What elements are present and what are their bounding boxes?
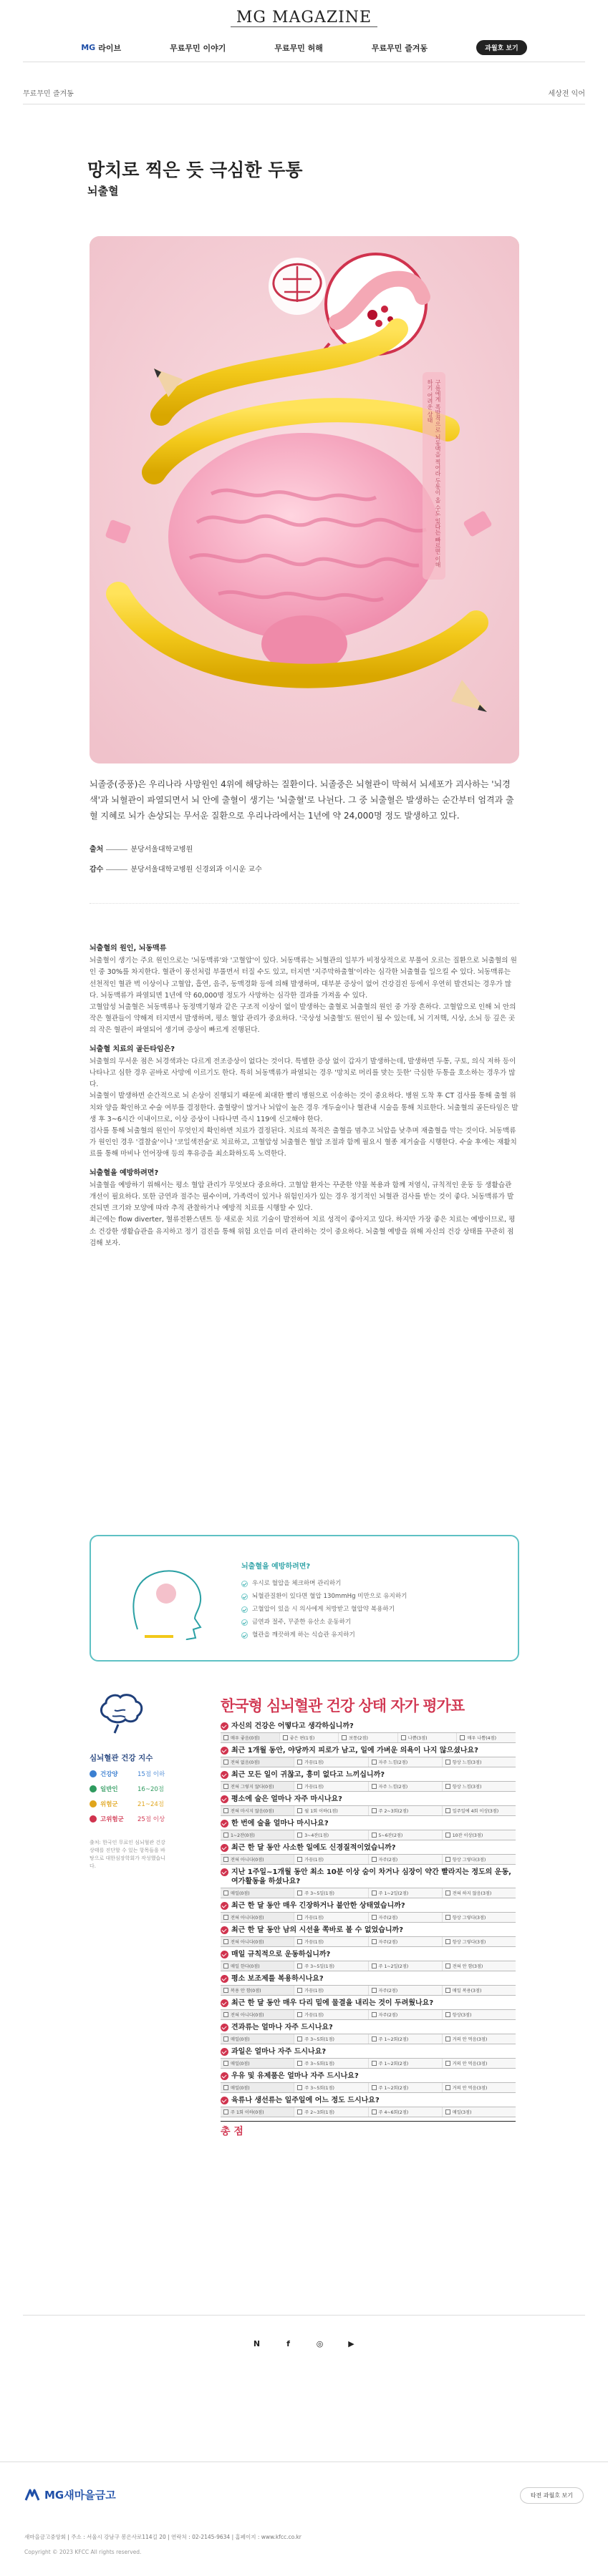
check-icon [241,1632,248,1639]
survey-question [221,2072,516,2093]
prevention-box [90,1535,519,1662]
answer-checkbox[interactable]: 가끔(1점) [294,1937,367,1946]
answer-checkbox[interactable]: 항상 그렇다(3점) [442,1913,516,1922]
prevention-title: 뇌출혈을 예방하려면? [241,1563,311,1571]
answer-options [221,2009,516,2020]
answer-options [221,1830,516,1840]
question-text-row [221,1974,516,1984]
question-text: 최근 한 달 동안 사소한 일에도 신경질적이었습니까? [231,1844,396,1852]
survey-question [221,1819,516,1840]
credit-role: 출처 [90,846,104,854]
answer-checkbox[interactable]: 매일(0점) [221,1888,294,1898]
answer-checkbox[interactable]: 자주(2점) [368,2010,442,2019]
question-text: 최근 한 달 동안 매우 다리 밑에 물결을 내리는 것이 두려웠나요? [231,1999,434,2007]
question-text: 우유 및 유제품은 얼마나 자주 드시나요? [231,2072,359,2080]
family-site-button[interactable]: 타전 과월호 보기 [520,2487,584,2504]
check-badge-icon [221,1951,228,1958]
level-dot [90,1785,97,1792]
level-dot [90,1815,97,1823]
answer-checkbox[interactable]: 가끔(1점) [294,2010,367,2019]
breadcrumb-right[interactable]: 세상전 익어 [548,90,585,98]
survey-question [221,2047,516,2069]
question-text-row [221,1868,516,1886]
question-text: 최근 모든 일이 귀찮고, 흥미 없다고 느끼십니까? [231,1771,385,1779]
level-range: 21~24점 [137,1801,164,1808]
check-badge-icon [221,1868,228,1876]
question-text-row [221,1795,516,1804]
health-index-title: 심뇌혈관 건강 지수 [90,1754,153,1762]
prevention-item-text: 우시로 혈압을 체크하며 관리하기 [252,1580,342,1587]
question-text: 평소 보조제를 복용하시나요? [231,1975,324,1983]
question-text-row [221,1746,516,1755]
check-badge-icon [221,1771,228,1779]
check-badge-icon [221,1975,228,1983]
section-paragraph: 뇌출혈의 무서운 점은 뇌경색과는 다르게 전조증상이 없다는 것이다. 특별한 증상 없이 갑자기 발생하는데, 발생하면 두통, 구토, 의식 저하 등이 나타나고 심한 경우 곧바로 사망에 이르기도 한다. 특히 뇌동맥류가 파열되는 경우 '망치로 머리를 맞는 듯한' 극심한 두통을 호소하는 경우가 많다. [90,1057,516,1089]
survey-question [221,1868,516,1898]
prevention-item-text: 금연과 절주, 꾸준한 유산소 운동하기 [252,1619,352,1626]
question-text-row [221,2072,516,2081]
answer-checkbox[interactable]: 가끔(1점) [294,1913,367,1922]
article-subtitle: 뇌출혈 [87,185,119,197]
answer-checkbox[interactable]: 주 1~2회(2점) [368,2034,442,2044]
nav-item-1[interactable]: 무료무민 이야기 [170,43,226,53]
section-paragraph: 뇌출혈이 발생하면 순간적으로 뇌 손상이 진행되기 때문에 최대한 빨리 병원으로 이송하는 것이 중요하다. 병원 도착 후 CT 검사를 통해 출혈 위치와 양을 확인하고 수술 여부를 결정한다. 출혈량이 많거나 뇌압이 높은 경우 개두술이나 혈관내 시술을 통해 치료한다. 뇌출혈의 골든타임은 발생 후 3~6시간 이내이므로, 이상 증상이 나타나면 즉시 119에 신고해야 한다. [90,1092,518,1123]
question-text-row [221,2047,516,2057]
brain-pencil-illustration [90,236,519,763]
level-range: 15점 이하 [137,1771,165,1778]
answer-checkbox[interactable]: 보통(2점) [338,1733,397,1742]
footer-brand: MG새마을금고 [44,2489,116,2502]
check-badge-icon [221,1844,228,1852]
survey-question-list [221,1722,516,2117]
answer-checkbox[interactable]: 항상 느낌(3점) [442,1782,516,1791]
credit-source [90,843,193,854]
question-text: 자신의 건강은 어떻다고 생각하십니까? [231,1722,354,1730]
answer-checkbox[interactable]: 주 3~5일(1점) [294,1961,367,1971]
answer-checkbox[interactable]: 10잔 이상(3점) [442,1830,516,1840]
section-heading: 뇌출혈을 예방하려면? [90,1169,159,1177]
health-index-note: 출처: 한국인 무료인 심뇌혈관 건강상태를 진단할 수 있는 항목들을 바탕으로 대한심장학회가 작성했습니다. [90,1840,165,1869]
head-illustration [116,1561,216,1640]
check-badge-icon [221,1747,228,1755]
social-links [0,2338,608,2349]
answer-checkbox[interactable]: 주 3~5회(1점) [294,2059,367,2068]
answer-checkbox[interactable]: 자주(2점) [368,1986,442,1995]
survey-question [221,2023,516,2044]
answer-options [221,1854,516,1865]
answer-checkbox[interactable]: 자주(2점) [368,1937,442,1946]
survey-question [221,1843,516,1865]
question-text: 지난 1주일~1개월 동안 최소 10분 이상 숨이 차거나 심장이 약간 빨라지는 정도의 운동, 여가활동을 하셨나요? [231,1868,511,1885]
self-assessment-table [221,1694,516,2138]
level-dot [90,1800,97,1807]
answer-options [221,1985,516,1996]
answer-checkbox[interactable]: 자주(2점) [368,1913,442,1922]
credit-name: 분당서울대학교병원 [130,846,193,854]
credit-reviewer [90,863,262,874]
answer-options [221,1888,516,1898]
nav-brand-label: 라이브 [98,43,122,53]
question-text-row [221,2096,516,2105]
answer-options [221,1936,516,1947]
answer-checkbox[interactable]: 거의 안 먹음(3점) [442,2083,516,2092]
hero-vertical-caption: 구름에게 폭발적으로 뇌동맥을 찍어라 두통이 올 수도 있다는 빠르면 이해하기 어려운 상태 [427,379,441,567]
section-paragraph: 검사를 통해 뇌출혈의 원인이 무엇인지 확인하면 치료가 결정된다. 치료의 목적은 출혈을 멈추고 뇌압을 낮추며 재출혈을 막는 것이다. 뇌동맥류가 원인인 경우 '결찰술'이나 '코일색전술'로 치료하고, 고혈압성 뇌출혈은 혈압 조절과 함께 필요시 혈종 제거술을 시행한다. 수술 후에는 재활치료를 통해 마비나 언어장애 등의 후유증을 최소화하도록 노력한다. [90,1127,517,1158]
site-logo[interactable]: MG MAGAZINE [231,9,377,27]
question-text: 과일은 얼마나 자주 드시나요? [231,2048,327,2056]
answer-checkbox[interactable]: 전혀 그렇지 않다(0점) [221,1782,294,1791]
answer-checkbox[interactable]: 매우 좋음(0점) [221,1733,279,1742]
answer-checkbox[interactable]: 복용 안 함(0점) [221,1986,294,1995]
answer-checkbox[interactable]: 항상 느낌(3점) [442,1757,516,1767]
prevention-item [241,1629,407,1641]
answer-options [221,1912,516,1923]
credit-role: 감수 [90,866,104,874]
health-level-row [90,1815,197,1823]
answer-checkbox[interactable]: 가끔(1점) [294,1986,367,1995]
answer-checkbox[interactable]: 자주 느낌(2점) [368,1782,442,1791]
question-text-row [221,1819,516,1828]
level-range: 16~20점 [137,1786,164,1793]
question-text-row [221,1901,516,1911]
check-icon [241,1606,248,1613]
nav-item-3[interactable]: 무료무민 즐겨동 [371,43,428,53]
answer-checkbox[interactable]: 주 3~5일(1점) [294,1888,367,1898]
prevention-item [241,1577,407,1590]
mg-logo-icon [24,2489,40,2502]
check-icon [241,1594,248,1600]
level-range: 25점 이상 [137,1816,165,1823]
answer-checkbox[interactable]: 주 3~5회(1점) [294,2083,367,2092]
answer-checkbox[interactable]: 5~6잔(2점) [368,1830,442,1840]
nav-brand-prefix: MG [81,43,96,52]
health-level-row [90,1770,197,1778]
prevention-item-text: 혈관을 깨끗하게 하는 식습관 유지하기 [252,1631,355,1639]
question-text-row [221,1843,516,1853]
check-badge-icon [221,1795,228,1803]
answer-checkbox[interactable]: 매일(3점) [442,2107,516,2117]
survey-question [221,1795,516,1816]
prevention-item-text: 뇌혈관질환이 있다면 혈압 130mmHg 미만으로 유지하기 [252,1593,407,1600]
answer-checkbox[interactable]: 매일(0점) [221,2059,294,2068]
check-badge-icon [221,2024,228,2031]
credit-name: 분당서울대학교병원 신경외과 이시운 교수 [130,866,262,874]
question-text-row [221,1926,516,1935]
answer-checkbox[interactable]: 전혀 없음(0점) [221,1757,294,1767]
survey-question [221,1926,516,1947]
check-badge-icon [221,2097,228,2104]
answer-checkbox[interactable]: 전혀 아니다(0점) [221,1913,294,1922]
answer-options [221,1757,516,1767]
check-icon [241,1581,248,1587]
question-text-row [221,1999,516,2008]
answer-checkbox[interactable]: 전혀 하지 않음(3점) [442,1888,516,1898]
answer-checkbox[interactable]: 1~2잔(0점) [221,1830,294,1840]
check-badge-icon [221,2072,228,2080]
answer-checkbox[interactable]: 매일 복용(3점) [442,1986,516,1995]
footer-address: 새마을금고중앙회 | 주소 : 서울시 강남구 봉은사로114길 20 | 연락처 : 02-2145-9634 | 홈페이지 : www.kfcc.co.kr [24,2534,301,2540]
survey-question [221,1722,516,1743]
prevention-item-text: 고혈압이 있을 시 의사에게 처방받고 혈압약 복용하기 [252,1606,395,1613]
article-body [90,943,519,1249]
credit-line [106,849,127,850]
nav-item-2[interactable]: 무료무민 허해 [274,43,323,53]
section-paragraph: 뇌출혈을 예방하기 위해서는 평소 혈압 관리가 무엇보다 중요하다. 고혈압 환자는 꾸준한 약물 복용과 함께 저염식, 규칙적인 운동 등 생활습관 개선이 필요하다. 또한 금연과 절주는 필수이며, 가족력이 있거나 위험인자가 있는 경우 정기적인 뇌혈관 검사를 받는 것이 좋다. 뇌동맥류가 발견되면 크기와 모양에 따라 추적 관찰하거나 예방적 치료를 시행할 수 있다. [90,1181,514,1213]
answer-options [221,1732,516,1743]
main-nav [0,40,608,55]
answer-options [221,2107,516,2117]
answer-checkbox[interactable]: 전혀 아니다(0점) [221,1937,294,1946]
answer-checkbox[interactable]: 자주 느낌(2점) [368,1757,442,1767]
naver-blog-icon[interactable]: N [253,2338,261,2348]
instagram-icon[interactable]: ◎ [316,2338,324,2348]
credit-line [106,869,127,870]
nav-item-mg-live[interactable] [81,42,121,54]
answer-options [221,2082,516,2093]
check-badge-icon [221,1820,228,1828]
back-issues-button[interactable]: 과월호 보기 [476,40,527,55]
survey-question [221,1950,516,1971]
answer-checkbox[interactable]: 전혀 아니다(0점) [221,2010,294,2019]
masthead [0,7,608,29]
check-badge-icon [221,1722,228,1730]
article-intro: 뇌졸중(중풍)은 우리나라 사망원인 4위에 해당하는 질환이다. 뇌졸중은 뇌혈관이 막혀서 뇌세포가 괴사하는 '뇌경색'과 뇌혈관이 파열되면서 뇌 안에 출혈이 생기는 '뇌출혈'로 나뉜다. 그 중 뇌출혈은 발생하는 순간부터 엄격과 출혈 지혜로 뇌가 손상되는 무서운 질환으로 우리나라에서는 1년에 약 24,000명 정도 발생하고 있다. [90,779,514,821]
answer-checkbox[interactable]: 주 1~2일(2점) [368,1888,442,1898]
survey-question [221,1974,516,1996]
answer-checkbox[interactable]: 주 3~5회(1점) [294,2034,367,2044]
prevention-item [241,1616,407,1629]
question-text: 한 번에 술을 얼마나 마시나요? [231,1820,329,1828]
answer-checkbox[interactable]: 주 4~6회(2점) [368,2107,442,2117]
check-badge-icon [221,1999,228,2007]
answer-checkbox[interactable]: 좋은 편(1점) [279,1733,339,1742]
survey-total: 총 점 [221,2121,516,2138]
survey-question [221,2096,516,2117]
question-text-row [221,1770,516,1780]
answer-checkbox[interactable]: 항상(3점) [442,2010,516,2019]
answer-checkbox[interactable]: 전혀 안 함(3점) [442,1961,516,1971]
answer-checkbox[interactable]: 전혀 아니다(0점) [221,1855,294,1864]
survey-question [221,1901,516,1923]
answer-checkbox[interactable]: 월 1회 이하(1점) [294,1806,367,1815]
content-end-divider [23,2315,585,2316]
question-text: 매일 규칙적으로 운동하십니까? [231,1951,331,1958]
section-paragraph: 고혈압성 뇌출혈은 뇌동맥류나 동정맥기형과 같은 구조적 이상이 없이 발생하는 출혈로 뇌출혈의 원인 중 가장 흔하다. 고혈압으로 인해 뇌 안의 작은 혈관들이 약해져 터지면서 발생하며, 평소 혈압 관리가 중요하다. '국상성 뇌출혈'도 원인이 될 수 있는데, 뇌 기저핵, 시상, 소뇌 등 깊은 곳의 작은 혈관이 파열되어 생기며 증상이 빠르게 진행된다. [90,1003,516,1035]
answer-checkbox[interactable]: 주 1회 이하(0점) [221,2107,294,2117]
article-title: 망치로 찍은 듯 극심한 두통 [87,160,303,180]
answer-checkbox[interactable]: 전혀 마시지 않음(0점) [221,1806,294,1815]
answer-checkbox[interactable]: 항상 그렇다(3점) [442,1937,516,1946]
question-text: 최근 한 달 동안 남의 시선을 쪽바로 볼 수 없었습니까? [231,1926,403,1934]
answer-checkbox[interactable]: 주 1~2회(2점) [368,2083,442,2092]
check-badge-icon [221,1926,228,1934]
question-text: 육류나 생선류는 일주일에 어느 정도 드시나요? [231,2097,380,2104]
question-text: 최근 1개월 동안, 야당까지 피로가 남고, 일에 가벼운 의욕이 나지 않으셨나요? [231,1747,478,1755]
answer-checkbox[interactable]: 가끔(1점) [294,1757,367,1767]
check-badge-icon [221,1902,228,1910]
answer-checkbox[interactable]: 주 2~3회(2점) [368,1806,442,1815]
prevention-item [241,1590,407,1603]
answer-checkbox[interactable]: 주 1~2일(2점) [368,1961,442,1971]
answer-checkbox[interactable]: 거의 안 먹음(3점) [442,2059,516,2068]
answer-options [221,1961,516,1971]
survey-title: 한국형 심뇌혈관 건강 상태 자가 평가표 [221,1697,465,1714]
answer-checkbox[interactable]: 항상 그렇다(3점) [442,1855,516,1864]
answer-checkbox[interactable]: 매일(0점) [221,2034,294,2044]
breadcrumb-category[interactable]: 무료무민 즐겨동 [23,90,74,98]
level-label: 일반인 [100,1786,118,1793]
answer-checkbox[interactable]: 일주일에 4회 이상(3점) [442,1806,516,1815]
survey-question [221,1746,516,1767]
answer-options [221,1805,516,1816]
footer-logo[interactable] [24,2487,116,2502]
question-text-row [221,1722,516,1731]
level-label: 고위험군 [100,1816,124,1823]
question-text-row [221,1950,516,1959]
hero-illustration [90,236,519,763]
intro-divider [90,903,519,904]
section-heading: 뇌출혈 치료의 골든타임은? [90,1045,175,1053]
answer-checkbox[interactable]: 가끔(1점) [294,1855,367,1864]
footer-copyright: Copyright © 2023 KFCC All rights reserved. [24,2549,142,2555]
answer-checkbox[interactable]: 매일 한다(0점) [221,1961,294,1971]
level-dot [90,1770,97,1777]
answer-options [221,2034,516,2044]
level-label: 건강양 [100,1771,118,1778]
section-heading: 뇌출혈의 원인, 뇌동맥류 [90,945,167,952]
check-badge-icon [221,2048,228,2056]
health-level-row [90,1785,197,1793]
brain-icon [97,1692,147,1737]
level-label: 위험군 [100,1801,118,1808]
answer-checkbox[interactable]: 자주(2점) [368,1855,442,1864]
answer-checkbox[interactable]: 매일(0점) [221,2083,294,2092]
question-text: 평소에 술은 얼마나 자주 마시나요? [231,1795,342,1803]
youtube-icon[interactable]: ▶ [348,2338,354,2348]
survey-question [221,1770,516,1792]
answer-options [221,1781,516,1792]
section-paragraph: 뇌출혈이 생기는 주요 원인으로는 '뇌동맥류'와 '고혈압'이 있다. 뇌동맥류는 뇌혈관의 일부가 비정상적으로 부풀어 오르는 질환으로 뇌출혈의 원인 중 30%를 차지한다. 혈관이 풍선처럼 부풀면서 터질 수도 있고, 터지면 '지주막하출혈'이라는 심각한 뇌출혈을 일으킬 수 있다. 뇌동맥류는 선천적인 혈관 벽 이상이나 고혈압, 흡연, 음주, 동맥경화 등에 의해 발생하며, 대부분 증상이 없어 건강검진 등에서 우연히 발견되는 경우가 많다. 뇌동맥류가 파열되면 1년에 약 60,000명 정도가 사망하는 심각한 결과를 가져올 수 있다. [90,957,517,1000]
question-text: 최근 한 달 동안 매우 긴장하거나 불안한 상태였습니까? [231,1902,405,1910]
answer-checkbox[interactable]: 가끔(1점) [294,1782,367,1791]
breadcrumb [23,87,585,98]
answer-checkbox[interactable]: 주 1~2회(2점) [368,2059,442,2068]
section-paragraph: 최근에는 flow diverter, 혈류전환스텐트 등 새로운 치료 기술이 발전하여 치료 성적이 좋아지고 있다. 하지만 가장 좋은 치료는 예방이므로, 평소 건강한 생활습관을 유지하고 정기 검진을 통해 위험 요인을 미리 관리하는 것이 중요하다. 뇌출혈 예방을 위해 자신의 건강 상태를 꾸준히 점검해 보자. [90,1216,516,1247]
answer-options [221,2058,516,2069]
answer-checkbox[interactable]: 매우 나쁨(4점) [456,1733,516,1742]
health-index-panel [90,1692,197,1870]
answer-checkbox[interactable]: 3~4잔(1점) [294,1830,367,1840]
question-text-row [221,2023,516,2032]
answer-checkbox[interactable]: 나쁨(3점) [397,1733,457,1742]
prevention-list [241,1577,407,1641]
question-text: 견과류는 얼마나 자주 드시나요? [231,2024,333,2031]
answer-checkbox[interactable]: 거의 안 먹음(3점) [442,2034,516,2044]
answer-checkbox[interactable]: 주 2~3회(1점) [294,2107,367,2117]
check-icon [241,1619,248,1626]
facebook-icon[interactable]: f [286,2338,290,2348]
prevention-item [241,1603,407,1616]
survey-question [221,1999,516,2020]
health-level-row [90,1800,197,1808]
